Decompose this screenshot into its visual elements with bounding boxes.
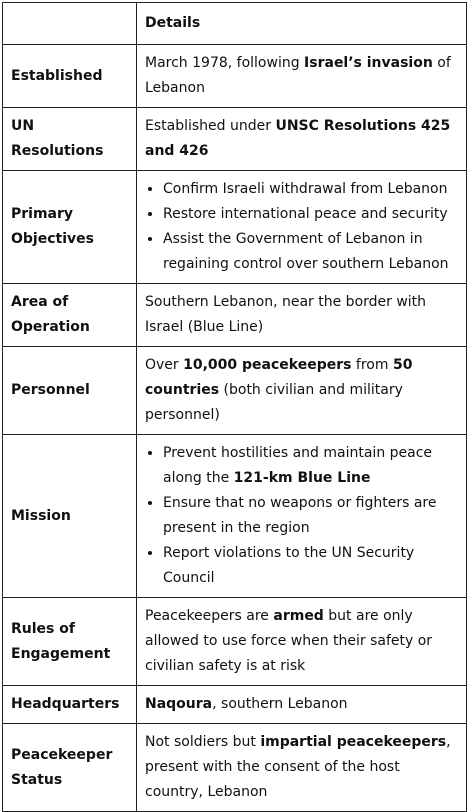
list-item: • Confirm Israeli withdrawal from Lebanon [163, 177, 458, 202]
bold-text: impartial peacekeepers [260, 734, 447, 750]
objectives-list [145, 177, 458, 277]
table-row-peacekeeper-status [3, 724, 467, 812]
bold-text: Naqoura [145, 696, 213, 712]
text: but are only allowed to use force when their safety or civilian safety is at risk [145, 608, 433, 674]
bold-text: Israel’s invasion [304, 55, 433, 71]
table-row-headquarters [3, 686, 467, 724]
text: from [351, 357, 393, 373]
header-empty-cell [3, 3, 137, 45]
row-label-headquarters: Headquarters [3, 686, 137, 724]
text: , present with the consent of the host country, Lebanon [145, 734, 451, 800]
list-item: • Assist the Government of Lebanon in regaining control over southern Lebanon [163, 227, 458, 277]
row-label-area-of-operation: Area of Operation [3, 284, 137, 347]
bold-text: armed [273, 608, 324, 624]
text: , southern Lebanon [212, 696, 348, 712]
row-detail-peacekeeper-status [137, 724, 467, 812]
bold-text: 10,000 peacekeepers [183, 357, 352, 373]
header-details-cell: Details [137, 3, 467, 45]
bold-text: UNSC Resolutions 425 and 426 [145, 118, 451, 159]
text: Peacekeepers are [145, 608, 274, 624]
text: Not soldiers but [145, 734, 261, 750]
text: of Lebanon [145, 55, 451, 96]
mission-list [145, 441, 458, 591]
list-item: • Ensure that no weapons or fighters are present in the region [163, 491, 458, 541]
table-row-area-of-operation [3, 284, 467, 347]
text: Over [145, 357, 184, 373]
row-label-established: Established [3, 45, 137, 108]
list-item [163, 441, 458, 491]
row-detail-mission [137, 435, 467, 598]
row-detail-headquarters [137, 686, 467, 724]
unifil-details-table [2, 2, 467, 812]
text: Prevent hostilities and maintain peace along the [163, 445, 433, 486]
bold-text: 50 countries [145, 357, 413, 398]
list-item: • Report violations to the UN Security Council [163, 541, 458, 591]
text: March 1978, following [145, 55, 305, 71]
table-header-row [3, 3, 467, 45]
text: (both civilian and military personnel) [145, 382, 403, 423]
table-row-established [3, 45, 467, 108]
table-row-personnel [3, 347, 467, 435]
row-detail-area-of-operation: Southern Lebanon, near the border with Israel (Blue Line) [137, 284, 467, 347]
row-label-peacekeeper-status: Peacekeeper Status [3, 724, 137, 812]
table-row-primary-objectives [3, 171, 467, 284]
row-label-mission: Mission [3, 435, 137, 598]
row-detail-un-resolutions [137, 108, 467, 171]
row-detail-personnel [137, 347, 467, 435]
table-row-un-resolutions [3, 108, 467, 171]
row-detail-established [137, 45, 467, 108]
row-detail-rules-of-engagement [137, 598, 467, 686]
table-row-rules-of-engagement [3, 598, 467, 686]
bold-text: 121-km Blue Line [233, 470, 371, 486]
row-label-un-resolutions: UN Resolutions [3, 108, 137, 171]
row-detail-primary-objectives [137, 171, 467, 284]
row-label-primary-objectives: Primary Objectives [3, 171, 137, 284]
list-item: • Restore international peace and security [163, 202, 458, 227]
row-label-rules-of-engagement: Rules of Engagement [3, 598, 137, 686]
row-label-personnel: Personnel [3, 347, 137, 435]
text: Established under [145, 118, 276, 134]
table-row-mission [3, 435, 467, 598]
